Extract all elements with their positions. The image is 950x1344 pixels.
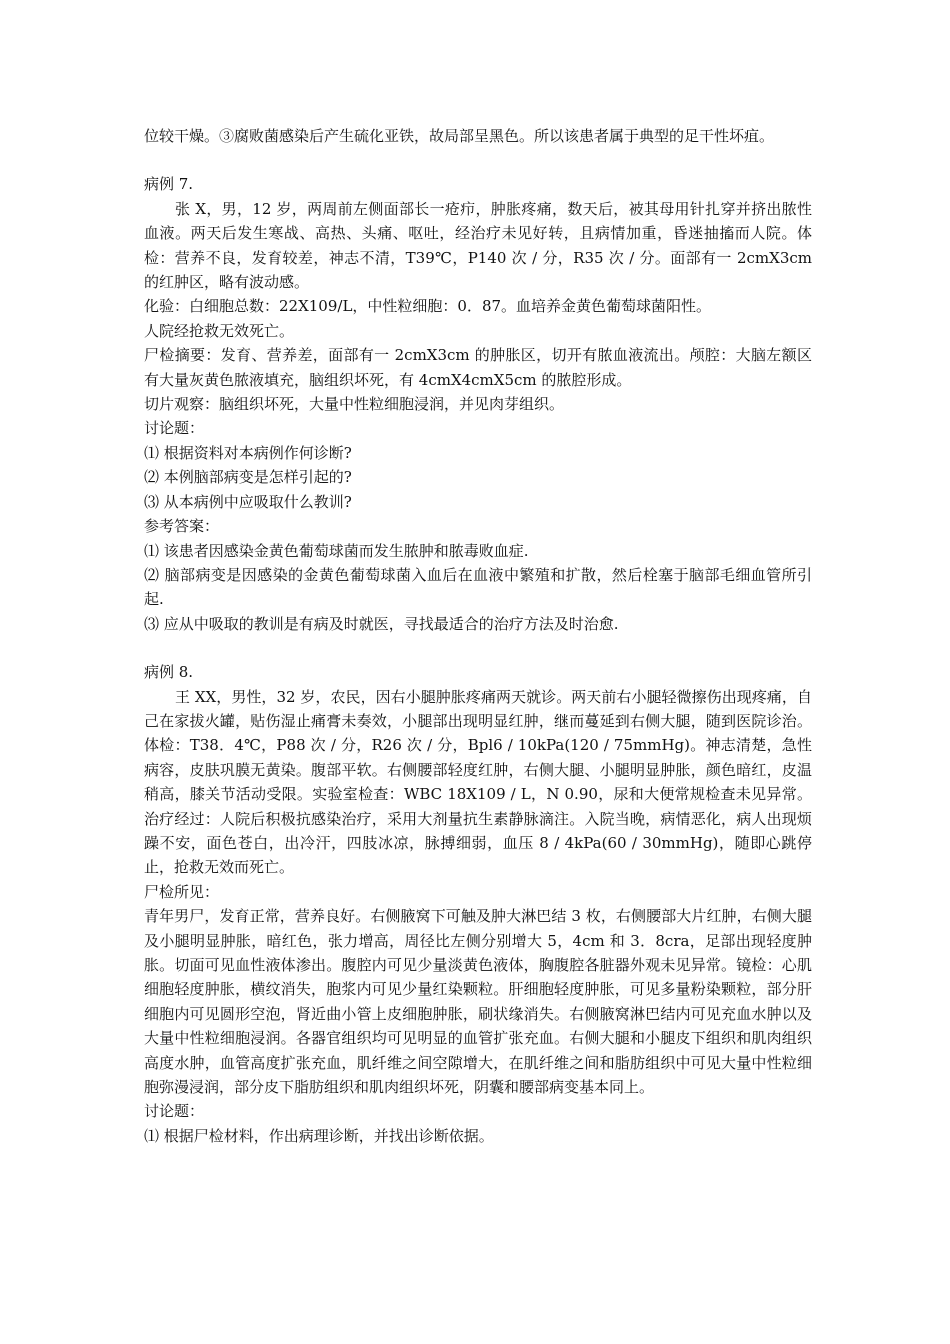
intro-paragraph: 位较干燥。③腐败菌感染后产生硫化亚铁，故局部呈黑色。所以该患者属于典型的足干性坏疽。 <box>144 127 775 145</box>
discussion-label: 讨论题： <box>144 419 205 438</box>
case-7 <box>144 172 812 636</box>
autopsy-label: 尸检所见： <box>144 882 220 901</box>
answer-item: ⑴ 该患者因感染金黄色葡萄球菌而发生脓肿和脓毒败血症. <box>144 541 529 560</box>
spacer <box>144 636 812 660</box>
answer-item: ⑵ 脑部病变是因感染的金黄色葡萄球菌入血后在血液中繁殖和扩散，然后栓塞于脑部毛细血管所引起. <box>144 565 812 609</box>
case-history: 王 XX，男性，32 岁，农民，因右小腿肿胀疼痛两天就诊。两天前右小腿轻微擦伤出现疼痛，自己在家拔火罐，贴伤湿止痛膏未奏效，小腿部出现明显红肿，继而蔓延到右侧大腿，随到医院诊治。体检：T38．4℃，P88 次 / 分，R26 次 / 分，Bpl6 / 10kPa(120 / 75mmHg)。神志清楚，急性病容，皮肤巩膜无黄染。腹部平软。右侧腰部轻度红肿，右侧大腿、小腿明显肿胀，颜色暗红，皮温稍高，膝关节活动受限。实验室检查：WBC 18X109 / L，N 0.90，尿和大便常规检查未见异常。治疗经过：人院后积极抗感染治疗，采用大剂量抗生素静脉滴注。入院当晚，病情恶化，病人出现烦躁不安，面色苍白，出冷汗，四肢冰凉，脉搏细弱，血压 8 / 4kPa(60 / 30mmHg)，随即心跳停止，抢救无效而死亡。 <box>144 687 812 877</box>
lab-results: 化验：白细胞总数：22X109/L，中性粒细胞：0．87。血培养金黄色葡萄球菌阳性。 <box>144 297 712 316</box>
question-item: ⑴ 根据尸检材料，作出病理诊断，并找出诊断依据。 <box>144 1126 494 1145</box>
question-item: ⑶ 从本病例中应吸取什么教训? <box>144 492 352 511</box>
case-title: 病例 7. <box>144 175 194 194</box>
autopsy-summary: 尸检摘要：发育、营养差，面部有一 2cmX3cm 的肿胀区，切开有脓血液流出。颅腔：大脑左额区有大量灰黄色脓液填充，脑组织坏死，有 4cmX4cmX5cm 的脓腔形成。 <box>144 346 812 389</box>
discussion-label: 讨论题： <box>144 1102 205 1121</box>
spacer <box>144 148 812 172</box>
question-item: ⑴ 根据资料对本病例作何诊断? <box>144 443 352 462</box>
outcome: 人院经抢救无效死亡。 <box>144 321 295 340</box>
case-history: 张 X，男，12 岁，两周前左侧面部长一疮疖，肿胀疼痛，数天后，被其母用针扎穿并挤出脓性血液。两天后发生寒战、高热、头痛、呕吐，经治疗未见好转，且病情加重，昏迷抽搐而人院。体检：营养不良，发育较差，神志不清，T39℃，P140 次 / 分，R35 次 / 分。面部有一 2cmX3cm 的红肿区，略有波动感。 <box>144 199 812 292</box>
question-item: ⑵ 本例脑部病变是怎样引起的? <box>144 468 352 487</box>
answers-label: 参考答案： <box>144 517 220 536</box>
case-title: 病例 8. <box>144 663 194 682</box>
slide-observation: 切片观察：脑组织坏死，大量中性粒细胞浸润，并见肉芽组织。 <box>144 395 565 414</box>
case-8 <box>144 660 812 1148</box>
answer-item: ⑶ 应从中吸取的教训是有病及时就医，寻找最适合的治疗方法及时治愈. <box>144 614 619 633</box>
document-page <box>144 124 812 1148</box>
autopsy-findings: 青年男尸，发育正常，营养良好。右侧腋窝下可触及肿大淋巴结 3 枚，右侧腰部大片红肿，右侧大腿及小腿明显肿胀，暗红色，张力增高，周径比左侧分别增大 5，4cm 和 3．8cra，足部出现轻度肿胀。切面可见血性液体渗出。腹腔内可见少量淡黄色液体，胸腹腔各脏器外观未见异常。镜检：心肌细胞轻度肿胀，横纹消失，胞浆内可见少量红染颗粒。肝细胞轻度肿胀，可见多量粉染颗粒，部分肝细胞内可见圆形空泡，肾近曲小管上皮细胞肿胀，刷状缘消失。右侧腋窝淋巴结内可见充血水肿以及大量中性粒细胞浸润。各器官组织均可见明显的血管扩张充血。右侧大腿和小腿皮下组织和肌肉组织高度水肿，血管高度扩张充血，肌纤维之间空隙增大，在肌纤维之间和脂肪组织中可见大量中性粒细胞弥漫浸润，部分皮下脂肪组织和肌肉组织坏死，阴囊和腰部病变基本同上。 <box>144 907 812 1097</box>
